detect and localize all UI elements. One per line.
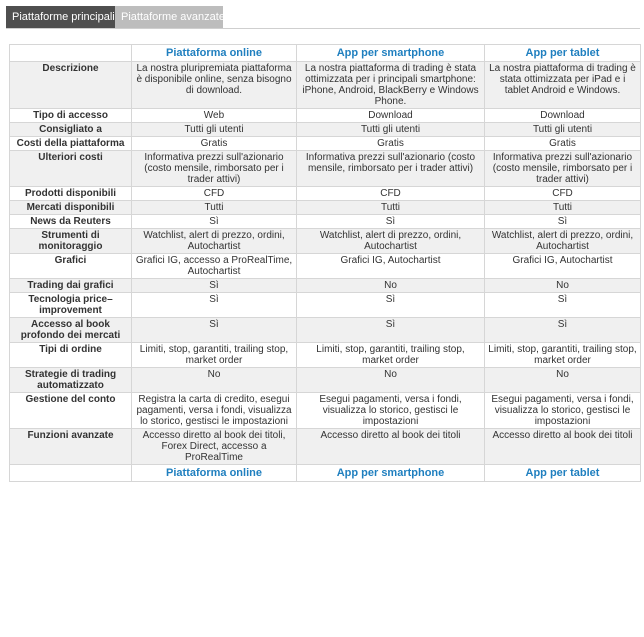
column-header: App per tablet [485, 465, 641, 482]
feature-value: Sì [132, 215, 297, 229]
feature-label: News da Reuters [10, 215, 132, 229]
table-row [10, 429, 641, 465]
feature-value: Sì [485, 318, 641, 343]
table-row [10, 201, 641, 215]
feature-value: Accesso diretto al book dei titoli, Forex Direct, accesso a ProRealTime [132, 429, 297, 465]
feature-value: Sì [297, 318, 485, 343]
feature-value: No [132, 368, 297, 393]
feature-value: Watchlist, alert di prezzo, ordini, Autochartist [132, 229, 297, 254]
column-header: Piattaforma online [132, 465, 297, 482]
feature-label: Consigliato a [10, 123, 132, 137]
feature-label: Tipi di ordine [10, 343, 132, 368]
footer-row [10, 465, 641, 482]
feature-value: Informativa prezzi sull'azionario (costo mensile, rimborsato per i trader attivi) [485, 151, 641, 187]
feature-label: Strumenti di monitoraggio [10, 229, 132, 254]
feature-label: Tecnologia price–improvement [10, 293, 132, 318]
table-row [10, 229, 641, 254]
feature-value: Watchlist, alert di prezzo, ordini, Autochartist [485, 229, 641, 254]
column-header: App per smartphone [297, 45, 485, 62]
table-row [10, 123, 641, 137]
feature-value: Download [297, 109, 485, 123]
table-row [10, 109, 641, 123]
tab-main-platforms[interactable]: Piattaforme principali [6, 6, 115, 28]
feature-value: La nostra pluripremiata piattaforma è disponibile online, senza bisogno di download. [132, 62, 297, 109]
table-row [10, 62, 641, 109]
feature-value: Informativa prezzi sull'azionario (costo mensile, rimborsato per i trader attivi) [297, 151, 485, 187]
feature-value: Registra la carta di credito, esegui pagamenti, versa i fondi, visualizza lo storico, gestisci le impostazioni [132, 393, 297, 429]
feature-value: Gratis [132, 137, 297, 151]
feature-value: Sì [485, 215, 641, 229]
feature-label: Costi della piattaforma [10, 137, 132, 151]
column-header: App per smartphone [297, 465, 485, 482]
feature-value: Tutti [297, 201, 485, 215]
feature-value: Tutti [485, 201, 641, 215]
feature-value: CFD [485, 187, 641, 201]
feature-value: Accesso diretto al book dei titoli [485, 429, 641, 465]
feature-value: Grafici IG, Autochartist [485, 254, 641, 279]
feature-value: Tutti gli utenti [485, 123, 641, 137]
feature-label: Trading dai grafici [10, 279, 132, 293]
feature-value: CFD [132, 187, 297, 201]
feature-label: Accesso al book profondo dei mercati [10, 318, 132, 343]
feature-value: Sì [132, 279, 297, 293]
table-row [10, 393, 641, 429]
feature-value: No [485, 368, 641, 393]
feature-value: Web [132, 109, 297, 123]
feature-value: Gratis [297, 137, 485, 151]
table-row [10, 137, 641, 151]
table-row [10, 151, 641, 187]
feature-value: Sì [297, 215, 485, 229]
tab-divider [6, 28, 640, 29]
header-row [10, 45, 641, 62]
feature-value: Sì [485, 293, 641, 318]
table-row [10, 187, 641, 201]
column-header: App per tablet [485, 45, 641, 62]
platform-tabs [0, 0, 644, 28]
table-row [10, 215, 641, 229]
feature-value: Watchlist, alert di prezzo, ordini, Autochartist [297, 229, 485, 254]
feature-value: Download [485, 109, 641, 123]
feature-label: Funzioni avanzate [10, 429, 132, 465]
table-row [10, 279, 641, 293]
feature-value: Gratis [485, 137, 641, 151]
feature-value: Limiti, stop, garantiti, trailing stop, market order [132, 343, 297, 368]
feature-value: Tutti gli utenti [297, 123, 485, 137]
header-empty-cell [10, 45, 132, 62]
feature-value: Accesso diretto al book dei titoli [297, 429, 485, 465]
feature-label: Mercati disponibili [10, 201, 132, 215]
header-empty-cell [10, 465, 132, 482]
feature-value: Sì [297, 293, 485, 318]
feature-label: Tipo di accesso [10, 109, 132, 123]
feature-value: No [297, 368, 485, 393]
table-row [10, 368, 641, 393]
table-row [10, 343, 641, 368]
feature-value: Sì [132, 318, 297, 343]
feature-label: Gestione del conto [10, 393, 132, 429]
table-row [10, 293, 641, 318]
feature-value: Sì [132, 293, 297, 318]
feature-value: Grafici IG, accesso a ProRealTime, Autochartist [132, 254, 297, 279]
feature-value: Tutti [132, 201, 297, 215]
feature-value: Tutti gli utenti [132, 123, 297, 137]
column-header: Piattaforma online [132, 45, 297, 62]
feature-value: Informativa prezzi sull'azionario (costo mensile, rimborsato per i trader attivi) [132, 151, 297, 187]
feature-label: Grafici [10, 254, 132, 279]
table-row [10, 254, 641, 279]
comparison-table [9, 44, 641, 482]
feature-value: CFD [297, 187, 485, 201]
table-row [10, 318, 641, 343]
feature-label: Prodotti disponibili [10, 187, 132, 201]
feature-value: Esegui pagamenti, versa i fondi, visualizza lo storico, gestisci le impostazioni [297, 393, 485, 429]
feature-value: No [485, 279, 641, 293]
tab-advanced-platforms[interactable]: Piattaforme avanzate [115, 6, 223, 28]
feature-label: Strategie di trading automatizzato [10, 368, 132, 393]
feature-value: Grafici IG, Autochartist [297, 254, 485, 279]
feature-value: Limiti, stop, garantiti, trailing stop, market order [485, 343, 641, 368]
feature-value: No [297, 279, 485, 293]
feature-value: La nostra piattaforma di trading è stata ottimizzata per i principali smartphone: iPhone, Android, BlackBerry e Windows Phone. [297, 62, 485, 109]
feature-value: La nostra piattaforma di trading è stata ottimizzata per iPad e i tablet Android e Windows. [485, 62, 641, 109]
feature-value: Limiti, stop, garantiti, trailing stop, market order [297, 343, 485, 368]
feature-label: Descrizione [10, 62, 132, 109]
feature-value: Esegui pagamenti, versa i fondi, visualizza lo storico, gestisci le impostazioni [485, 393, 641, 429]
feature-label: Ulteriori costi [10, 151, 132, 187]
